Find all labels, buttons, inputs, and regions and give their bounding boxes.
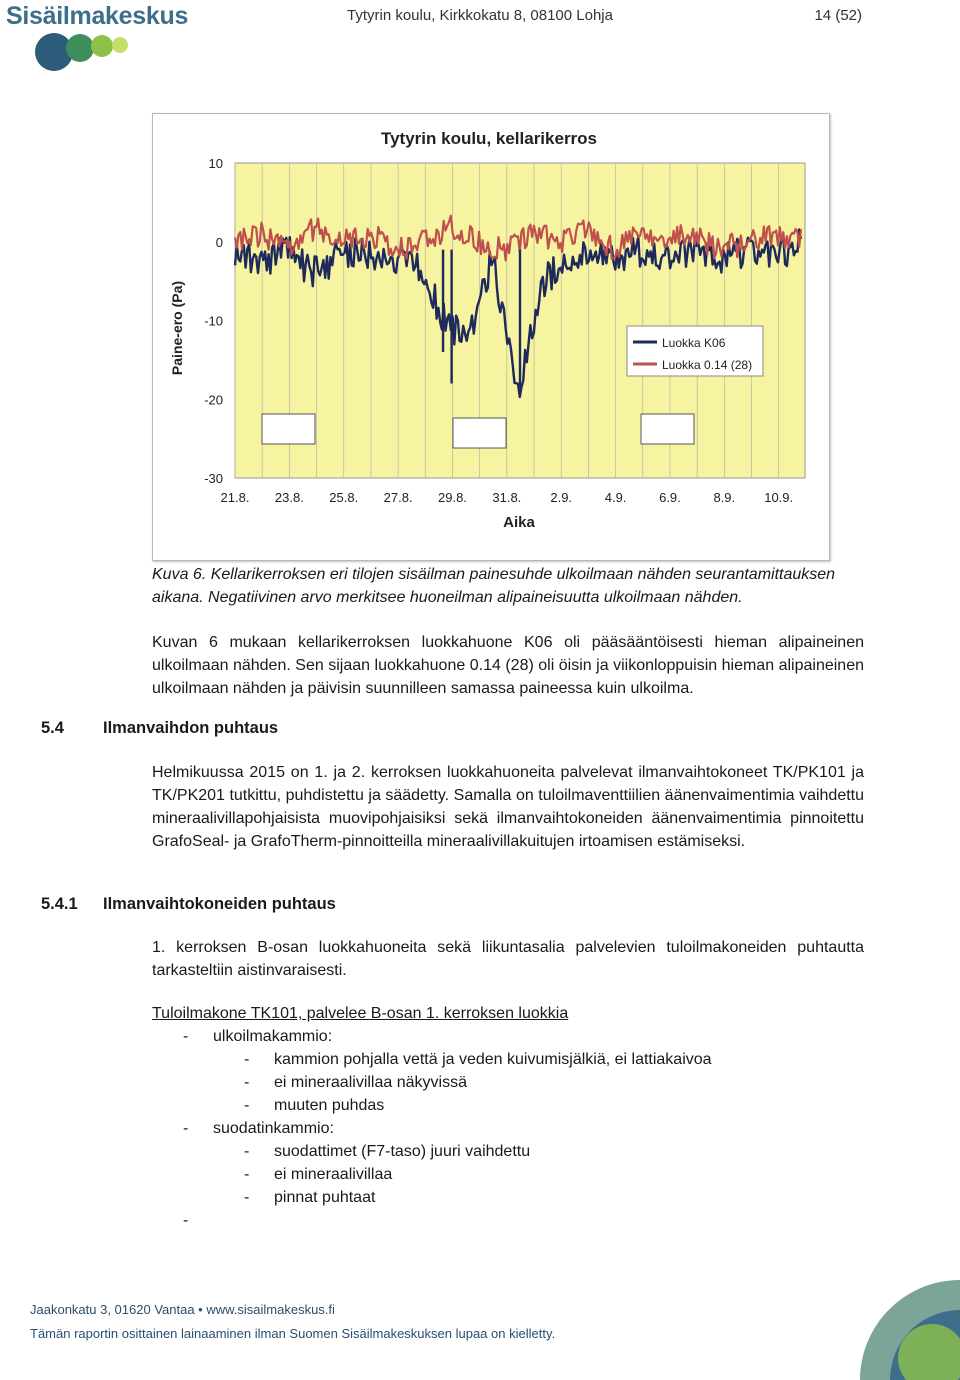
list-item: - suodatinkammio:: [183, 1120, 334, 1137]
y-tick-label: 10: [208, 156, 223, 171]
footer-disclaimer: Tämän raportin osittainen lainaaminen ilman Suomen Sisäilmakeskuksen lupaa on kielletty.: [30, 1326, 556, 1341]
y-tick-label: 0: [215, 234, 223, 250]
y-axis-label: Paine-ero (Pa): [169, 280, 185, 376]
document-header-title: Tytyrin koulu, Kirkkokatu 8, 08100 Lohja: [347, 7, 613, 24]
x-tick-label: 23.8.: [274, 490, 304, 505]
section-title: Ilmanvaihtokoneiden puhtaus: [103, 895, 336, 913]
pressure-chart: [152, 113, 830, 561]
legend-label: Luokka K06: [662, 336, 726, 350]
list-subitem: - ei mineraalivillaa näkyvissä: [244, 1074, 467, 1091]
paragraph-chart-analysis: Kuvan 6 mukaan kellarikerroksen luokkahuone K06 oli pääsääntöisesti hieman alipaineinen ulkoilmaan nähden. Sen sijaan luokkahuone 0.14 (28) oli öisin ja viikonloppuisin hieman alipaineinen ulkoilmaan nähden ja päivisin suunnilleen samassa paineessa kuin ulkoilma.: [152, 634, 864, 697]
x-tick-label: 21.8.: [220, 490, 250, 505]
x-tick-label: 4.9.: [604, 490, 627, 505]
footer-address: Jaakonkatu 3, 01620 Vantaa • www.sisailmakeskus.fi: [30, 1302, 335, 1317]
annotation-box: [641, 414, 694, 444]
figure-caption: Kuva 6. Kellarikerroksen eri tilojen sisäilman painesuhde ulkoilmaan nähden seurantamittauksen aikana. Negatiivinen arvo merkitsee huoneilman alipaineisuutta ulkoilmaan nähden.: [152, 566, 836, 606]
paragraph-ventilation-cleaning: Helmikuussa 2015 on 1. ja 2. kerroksen luokkahuoneita palvelevat ilmanvaihtokoneet TK/PK101 ja TK/PK201 tutkittu, puhdistettu ja säädetty. Samalla on tuloilmaventtiilien äänenvaimentimia vaihdettu mineraalivillapohjaisista muovipohjaisiksi sekä ilmanvaihtokoneiden äänenvaimentimia pinnoitettu GrafoSeal- ja GrafoTherm-pinnoitteilla mineraalivillakuitujen irtoamisen estämiseksi.: [152, 764, 864, 850]
x-tick-label: 31.8.: [492, 490, 522, 505]
section-title: Ilmanvaihdon puhtaus: [103, 719, 279, 737]
unit-subheading: Tuloilmakone TK101, palvelee B-osan 1. kerroksen luokkia: [152, 1005, 569, 1022]
list-subitem: - ei mineraalivillaa: [244, 1166, 393, 1183]
paragraph-inspection: 1. kerroksen B-osan luokkahuoneita sekä liikuntasalia palvelevien tuloilmakoneiden puhtautta tarkasteltiin aistinvaraisesti.: [152, 939, 864, 979]
x-tick-label: 29.8.: [438, 490, 467, 505]
annotation-box: [262, 414, 315, 444]
list-item-empty: -: [183, 1212, 189, 1229]
x-axis-label: Aika: [503, 514, 535, 531]
chart-title: Tytyrin koulu, kellarikerros: [380, 129, 598, 148]
section-number: 5.4.1: [41, 895, 78, 913]
footer-decoration-icon: [820, 1270, 960, 1380]
list-subitem: - pinnat puhtaat: [244, 1189, 376, 1206]
x-tick-label: 2.9.: [550, 490, 573, 505]
x-tick-label: 10.9.: [764, 490, 794, 505]
chart-canvas: [153, 114, 829, 560]
list-subitem: - suodattimet (F7-taso) juuri vaihdettu: [244, 1143, 531, 1160]
logo-wordmark: Sisäilmakeskus: [6, 2, 189, 30]
list-item: - ulkoilmakammio:: [183, 1028, 333, 1045]
page-number: 14 (52): [814, 7, 862, 24]
y-tick-label: -30: [204, 471, 223, 486]
list-subitem: - kammion pohjalla vettä ja veden kuivumisjälkiä, ei lattiakaivoa: [244, 1051, 712, 1068]
section-number: 5.4: [41, 719, 64, 737]
legend-label: Luokka 0.14 (28): [662, 358, 753, 372]
x-tick-label: 6.9.: [659, 490, 681, 505]
x-tick-label: 25.8.: [329, 490, 359, 505]
x-tick-label: 27.8.: [383, 490, 413, 505]
logo-circles-icon: [32, 32, 152, 76]
annotation-box: [453, 418, 506, 448]
x-tick-label: 8.9.: [713, 490, 736, 505]
list-subitem: - muuten puhdas: [244, 1097, 385, 1114]
section-heading-5-4: [41, 719, 278, 738]
y-tick-label: -20: [204, 392, 223, 408]
y-tick-label: -10: [204, 313, 223, 329]
section-heading-5-4-1: [41, 895, 336, 914]
